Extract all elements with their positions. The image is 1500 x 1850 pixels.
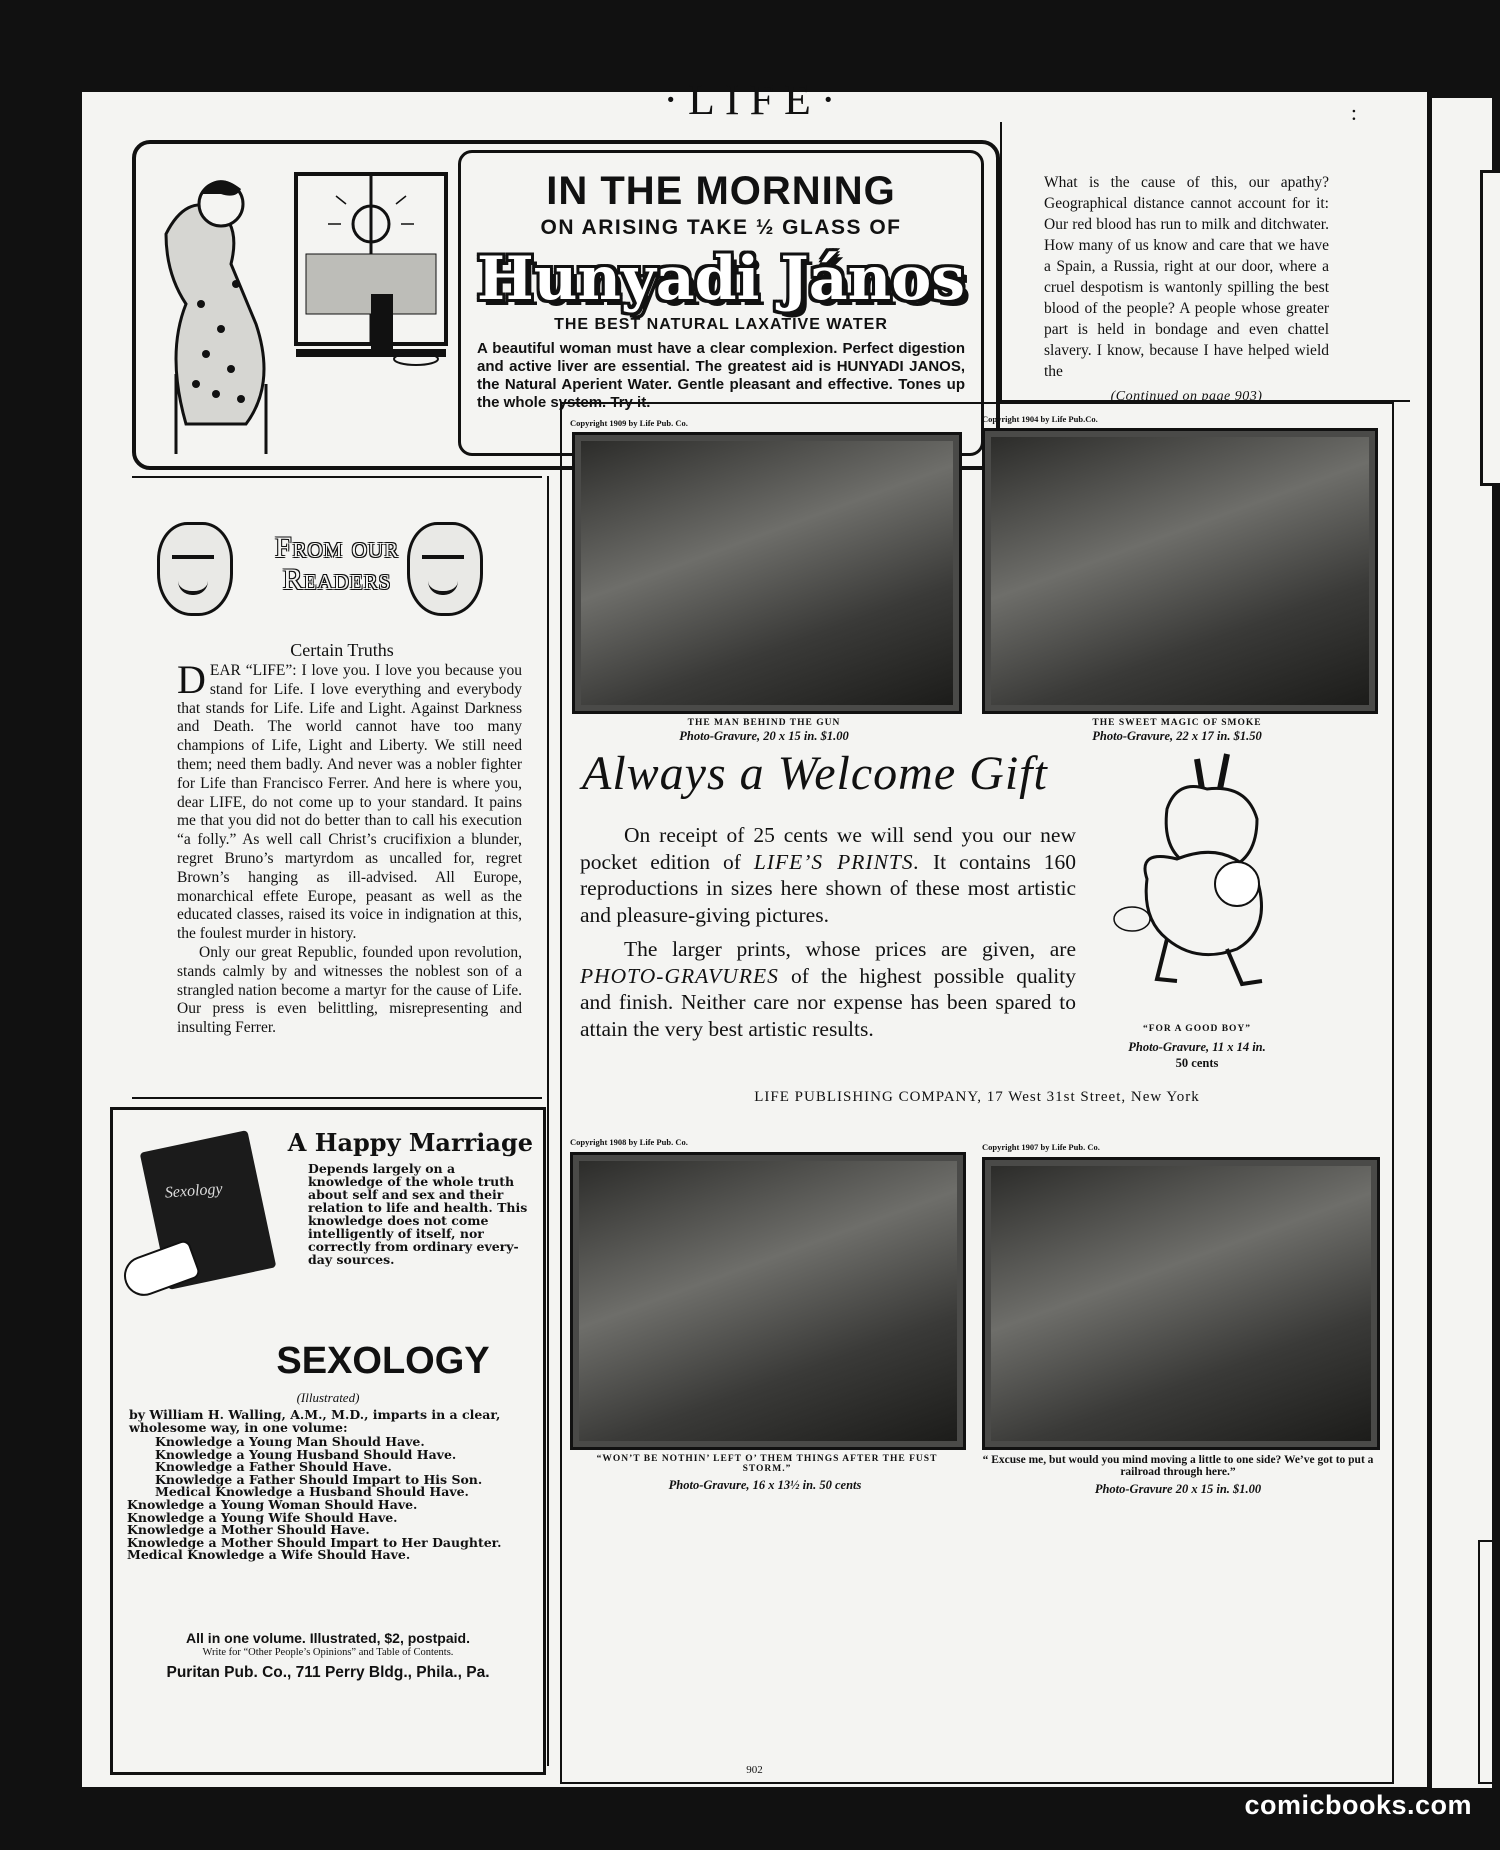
gift-text-italic: LIFE’S PRINTS.	[753, 849, 920, 874]
print-detail: Photo-Gravure, 16 x 13½ in. 50 cents	[668, 1478, 862, 1492]
continued-note: (Continued on page 903)	[1110, 389, 1263, 404]
gift-text: It contains 160 reproductions in sizes here shown of these most artistic and pleasure-giving pictures.	[580, 849, 1076, 927]
adjacent-page-box	[1478, 1540, 1500, 1784]
gift-text: of the highest possible quality and finish. Neither care nor expense has been spared to attain the very best artistic results.	[580, 963, 1076, 1041]
publisher-address: LIFE PUBLISHING COMPANY, 17 West 31st Street, New York	[754, 1089, 1200, 1105]
copyright-note: Copyright 1908 by Life Pub. Co.	[570, 1137, 688, 1147]
print-detail: Photo-Gravure 20 x 15 in. $1.00	[1094, 1482, 1262, 1496]
editorial-column	[1044, 172, 1329, 407]
readers-header	[157, 512, 487, 622]
print-image	[982, 428, 1378, 714]
print-image	[982, 1157, 1380, 1450]
readers-title: From our Readers	[274, 531, 400, 596]
drop-cap: D	[177, 657, 206, 702]
print-caption: THE SWEET MAGIC OF SMOKE	[1092, 718, 1262, 728]
list-item: Knowledge a Young Man Should Have.	[155, 1434, 425, 1449]
santa-price: 50 cents	[1175, 1056, 1219, 1070]
magazine-page	[82, 75, 1427, 1787]
copyright-note: Copyright 1904 by Life Pub.Co.	[982, 414, 1098, 424]
reader-letter	[177, 657, 522, 1053]
gift-body	[580, 822, 1076, 1050]
gift-text: The larger prints, whose prices are given, are	[624, 937, 1076, 961]
copyright-note: Copyright 1907 by Life Pub. Co.	[982, 1142, 1100, 1152]
letter-paragraph: Only our great Republic, founded upon revolution, stands calmly by and witnesses the noblest son of a strangled nation become a martyr for the cause of Life. Our press is even belittling, misrepresenting and insulting Ferrer.	[177, 943, 522, 1037]
gift-text: On receipt of 25 cents we will send you our new pocket edition of	[580, 823, 1076, 874]
print-caption: “ Excuse me, but would you mind moving a little to one side? We’ve got to put a railroad through here.”	[982, 1454, 1374, 1478]
list-item: Knowledge a Young Woman Should Have.	[127, 1496, 418, 1512]
sexology-description: Depends largely on a knowledge of the whole truth about self and sex and their relation to life and health. This knowledge does not come intelligently of itself, nor correctly from ordinary every-day sources.	[308, 1161, 528, 1267]
hand-illustration	[118, 1239, 201, 1302]
hunyadi-tagline: THE BEST NATURAL LAXATIVE WATER	[554, 316, 888, 333]
author-line: by William H. Walling, A.M., M.D., imparts in a clear, wholesome way, in one volume:	[129, 1407, 501, 1435]
gift-title: Always a Welcome Gift	[582, 747, 1048, 800]
print-detail: Photo-Gravure, 22 x 17 in. $1.50	[1092, 729, 1262, 743]
list-item: Knowledge a Father Should Have.	[155, 1459, 392, 1475]
list-item: Knowledge a Young Wife Should Have.	[127, 1509, 398, 1525]
list-item: Medical Knowledge a Wife Should Have.	[127, 1547, 411, 1563]
list-item: Knowledge a Mother Should Impart to Her Daughter.	[127, 1534, 502, 1550]
sexology-title: A Happy Marriage	[287, 1128, 533, 1157]
list-item: Knowledge a Young Husband Should Have.	[155, 1446, 457, 1462]
santa-caption: “FOR A GOOD BOY”	[1142, 1024, 1252, 1034]
gift-text-italic: PHOTO-GRAVURES	[580, 963, 779, 988]
list-item: Medical Knowledge a Husband Should Have.	[155, 1484, 469, 1500]
contents-list	[127, 1436, 537, 1562]
letter-paragraph: EAR “LIFE”: I love you. I love you because you stand for Life. I love everything and everybody that stands for Life. Life and Light. Against Darkness and Death. The world cannot have too many champions of Life, Light and Liberty. We still need them; need them badly. And never was a nobler fighter for Life than Francisco Ferrer. And here is where you, dear LIFE, do not come up to your standard. It pains me that you did not do better than to call his execution “a folly.” As well call Christ’s crucifixion a blunder, regret Bruno’s martyrdom as uncalled for, regret Brown’s hanging as ill-advised. All Europe, monarchical effete Europe, peasant as well as the educated classes, raised its voice in indignation at this, the foulest murder in history.	[177, 662, 522, 943]
sexology-book-name: SEXOLOGY	[276, 1340, 490, 1382]
publisher-line: Puritan Pub. Co., 711 Perry Bldg., Phila., Pa.	[166, 1664, 490, 1681]
santa-illustration	[1107, 749, 1287, 1009]
sexology-ad	[110, 1107, 546, 1775]
hunyadi-headline: IN THE MORNING	[546, 169, 896, 213]
masthead: ·LIFE·	[663, 75, 846, 124]
masthead-dot: :	[1350, 100, 1357, 125]
write-for-line: Write for “Other People’s Opinions” and Table of Contents.	[202, 1647, 454, 1658]
hunyadi-body: A beautiful woman must have a clear complexion. Perfect digestion and active liver are essential. The greatest aid is HUNYADI JANOS, the Natural Aperient Water. Gentle pleasant and effective. Tones up the whole system. Try it.	[477, 340, 965, 411]
print-image	[570, 1152, 966, 1450]
letter-title: Certain Truths	[290, 640, 394, 660]
adjacent-page-box	[1480, 170, 1500, 486]
hunyadi-brand: Hunyadi János	[477, 244, 965, 314]
price-line: All in one volume. Illustrated, $2, postpaid.	[186, 1630, 470, 1646]
section-divider	[132, 476, 542, 478]
section-divider	[132, 1097, 542, 1099]
print-image	[572, 432, 962, 714]
page-number: 902	[746, 1764, 763, 1776]
copyright-note: Copyright 1909 by Life Pub. Co.	[570, 418, 688, 428]
print-caption: “WON’T BE NOTHIN’ LEFT O’ THEM THINGS AFTER THE FUST STORM.”	[596, 1454, 938, 1474]
santa-detail: Photo-Gravure, 11 x 14 in.	[1128, 1040, 1266, 1054]
watermark: comicbooks.com	[1244, 1790, 1472, 1820]
print-caption: THE MAN BEHIND THE GUN	[687, 718, 841, 728]
editorial-text: What is the cause of this, our apathy? Geographical distance cannot account for it: Our red blood has run to milk and ditchwater. How many of us know and care that we have a Spain, a Russia, right at our door, where a cruel despotism is wantonly spilling the best blood of the people? A people whose greater part is held in bondage and even chattel slavery. I know, because I have helped wield the	[1044, 174, 1329, 380]
face-illustration-right	[407, 522, 483, 616]
hunyadi-subhead: ON ARISING TAKE ½ GLASS OF	[540, 216, 902, 239]
column-divider	[547, 476, 549, 1766]
prints-panel	[560, 402, 1394, 1784]
column-divider	[1000, 122, 1002, 402]
face-illustration-left	[157, 522, 233, 616]
book-label: Sexology	[164, 1180, 224, 1202]
print-detail: Photo-Gravure, 20 x 15 in. $1.00	[679, 729, 849, 743]
list-item: Knowledge a Mother Should Have.	[127, 1522, 370, 1538]
list-item: Knowledge a Father Should Impart to His Son.	[155, 1471, 483, 1487]
illustrated-note: (Illustrated)	[296, 1390, 360, 1405]
woman-at-window-illustration	[146, 154, 456, 454]
